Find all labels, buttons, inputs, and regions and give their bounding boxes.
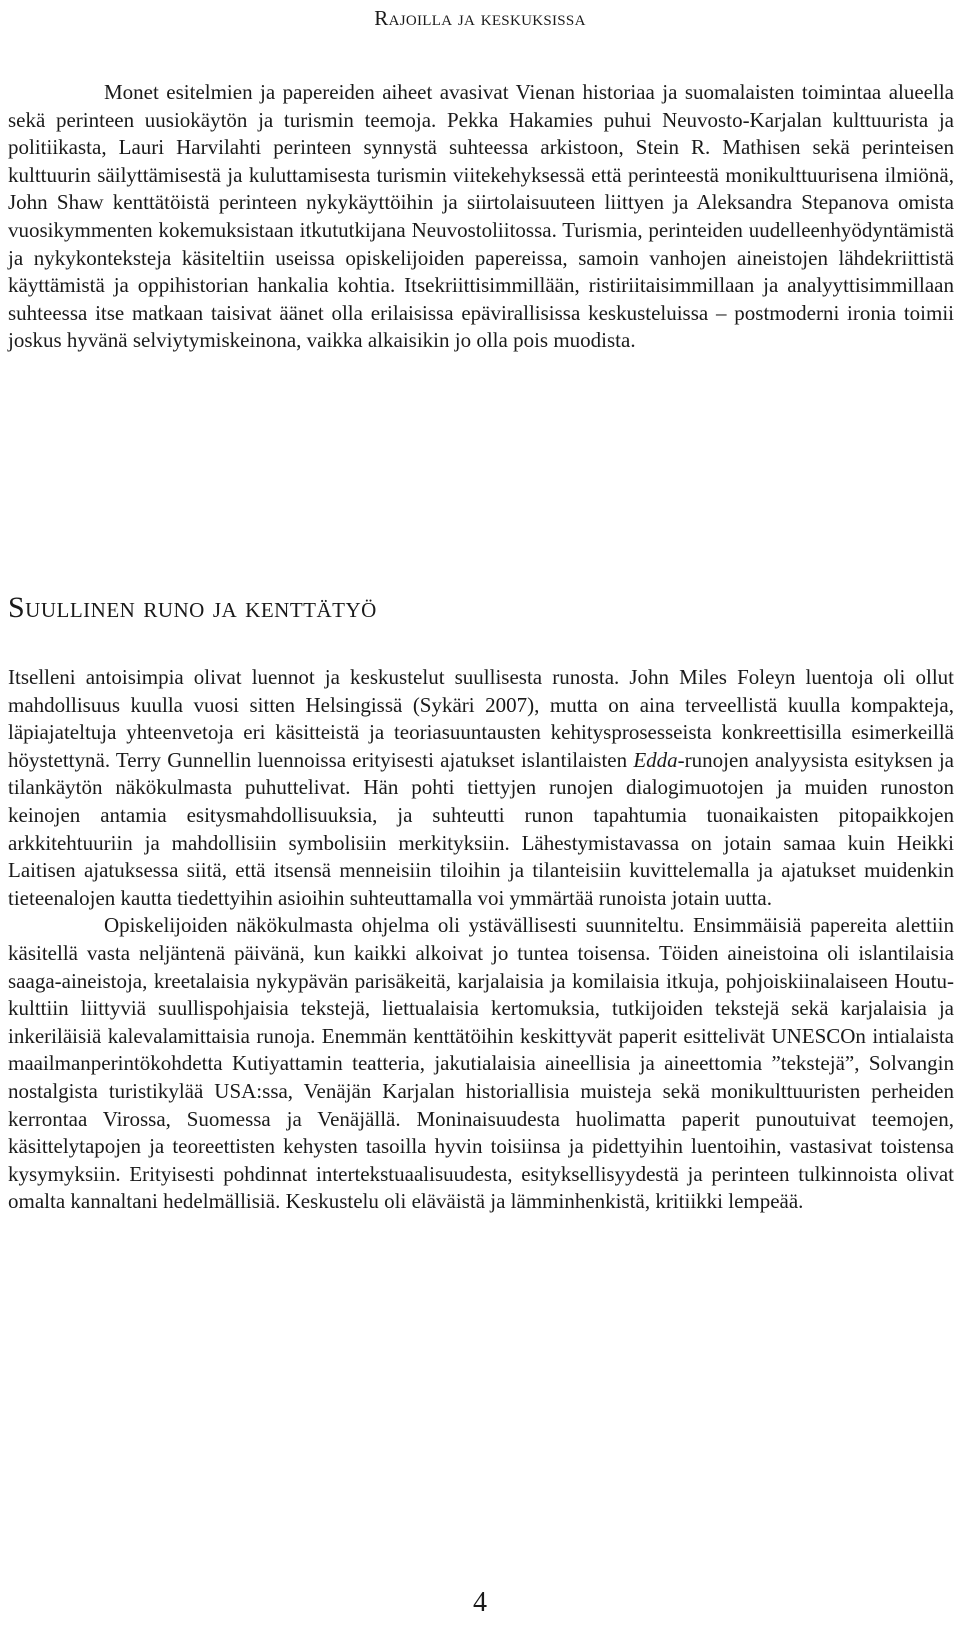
section-heading: Suullinen runo ja kenttätyö [8,591,377,624]
italic-title: Edda [633,747,678,772]
section-body [8,664,954,1216]
running-head: Rajoilla ja keskuksissa [374,6,586,30]
paragraph-text: Itselleni antoisimpia olivat luennot ja keskustelut suullisesta runosta. John Miles Foleyn luentoja oli ollut mahdollisuus kuulla vuosi sitten Helsingissä (Sykäri 2007), mutta on aina terveellistä kuulla kompakteja, läpiajateltuja yhteenvetoja eri käsitteistä ja teoriasuuntausten kehitysprosesseista konkreettisilla esimerkeillä höystettynä. Terry Gunnellin luennoissa erityisesti ajatukset islantilaisten [8,665,954,772]
section-paragraph-1 [8,664,954,912]
paragraph-intro: Monet esitelmien ja papereiden aiheet avasivat Vienan historiaa ja suomalaisten toimintaa alueella sekä perinteen uusiokäytön ja turismin teemoja. Pekka Hakamies puhui Neuvosto-Karjalan kulttuurista ja politiikasta, Lauri Harvilahti perinteen synnystä suhteessa arkistoon, Stein R. Mathisen sekä perinteisen kulttuurin säilyttämisestä ja kuluttamisesta turismin viitekehyksessä että perinteestä monikulttuurisena ilmiönä, John Shaw kenttätöistä perinteen nykykäyttöihin ja siirtolaisuuteen liittyen ja Aleksandra Stepanova omista vuosikymmenten kokemuksistaan itkututkijana Neuvostoliitossa. Turismia, perinteiden uudelleenhyödyntämistä ja nykykonteksteja käsiteltiin useissa opiskelijoiden papereissa, samoin vanhojen aineistojen lähdekriittistä käyttämistä ja oppihistorian hankalia kohtia. Itsekriittisimmillään, ristiriitaisimmillaan ja analyyttisimmillaan suhteessa itse matkaan taisivat äänet olla erilaisissa epävirallisissa keskusteluissa – postmoderni ironia toimii joskus hyvänä selviytymiskeinona, vaikka alkaisikin jo olla pois muodista. [8,80,954,353]
paragraph-text: -runojen analyysista esityksen ja tilankäytön näkökulmasta puhuttelivat. Hän pohti tiettyjen runojen dialogimuotojen ja muiden runoston keinojen antamia esitysmahdollisuuksia, ja suhteutti runon tapahtumia tuonaikaisten pitopaikkojen arkkitehtuuriin ja mahdollisiin symbolisiin merkityksiin. Lähestymistavassa on jotain samaa kuin Heikki Laitisen ajatuksessa siitä, että itsensä menneisiin tiloihin ja tilanteisiin kuvittelemalla ja ajatukset muidenkin tieteenalojen kautta tiedettyihin asioihin suhteuttamalla voi ymmärtää runoista jotain uutta. [8,747,954,910]
section-paragraph-2: Opiskelijoiden näkökulmasta ohjelma oli ystävällisesti suunniteltu. Ensimmäisiä papereita alettiin käsitellä vasta neljäntenä päivänä, kun kaikki alkoivat jo tuntea toisensa. Töiden aineistoina oli islantilaisia saaga-aineistoja, kreetalaisia nykypävän parisäkeitä, karjalaisia ja komilaisia itkuja, pohjoiskiinalaiseen Houtu-kulttiin liittyviä suullispohjaisia tekstejä, liettualaisia kertomuksia, tutkijoiden tekstejä sekä karjalaisia ja inkeriläisiä kalevalamittaisia runoja. Enemmän kenttätöihin keskittyvät paperit esittelivät UNESCOn intialaista maailmanperintökohdetta Kutiyattamin teatteria, jakutialaisia aineellisia ja aineettomia ”tekstejä”, Solvangin nostalgista turistikylää USA:ssa, Venäjän Karjalan historiallisia muisteja sekä monikulttuuristen perheiden kerrontaa Virossa, Suomessa ja Venäjällä. Moninaisuudesta huolimatta paperit punoutuivat teemojen, käsittelytapojen ja teoreettisten kehysten tasoilla hyvin toisiinsa ja pidettyihin luentoihin, vastasivat toistensa kysymyksiin. Erityisesti pohdinnat intertekstuaalisuudesta, esityksellisyydestä ja perinteen tulkinnoista olivat omalta kannaltani hedelmällisiä. Keskustelu oli eläväistä ja lämminhenkistä, kritiikki lempeää. [8,913,954,1214]
page-number: 4 [473,1587,487,1618]
intro-section [8,79,954,355]
